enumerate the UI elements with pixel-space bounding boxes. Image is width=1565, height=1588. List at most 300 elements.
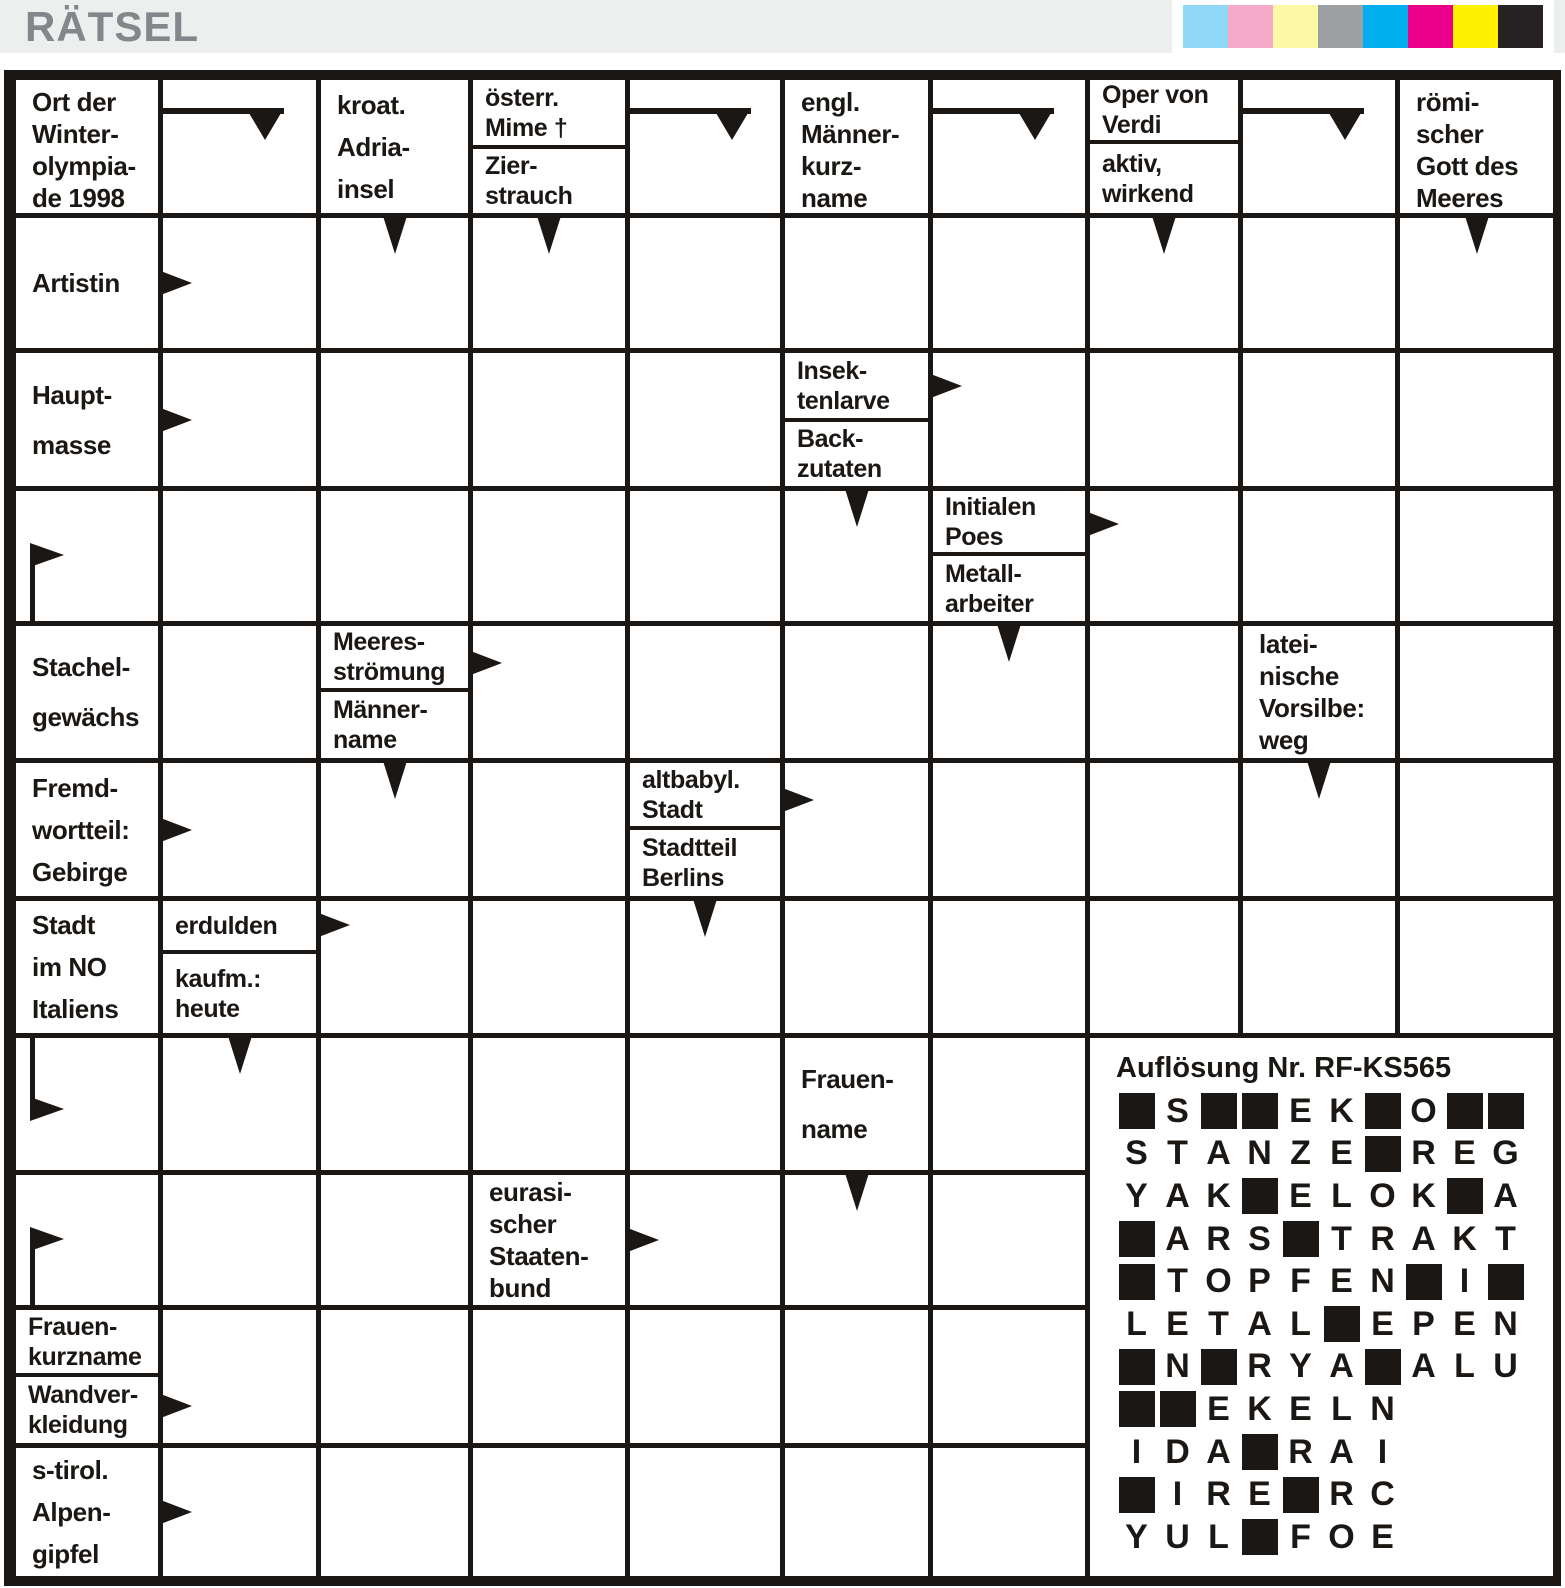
- solution-letter: F: [1290, 1517, 1311, 1556]
- answer-cell-r7c9[interactable]: [1243, 901, 1395, 1033]
- solution-letter: I: [1172, 1475, 1183, 1514]
- clue-text-line: scher: [1416, 119, 1484, 149]
- solution-row: [1116, 1346, 1526, 1389]
- down-arrow-icon: [1307, 761, 1331, 799]
- solution-letter: Y: [1125, 1517, 1148, 1556]
- elbow-down-arrow-icon: [246, 108, 284, 140]
- color-bar: [1498, 5, 1543, 48]
- split-clue-cell-r7c2: [163, 901, 316, 1033]
- clue-text-line: im NO: [32, 952, 107, 982]
- clue-text-line: Gott des: [1416, 151, 1519, 181]
- clue-text-line: Haupt-: [32, 379, 112, 410]
- answer-cell-r6c7[interactable]: [933, 763, 1085, 896]
- solution-black-square: [1280, 1473, 1321, 1516]
- clue-cell-r5c9: [1243, 626, 1395, 758]
- right-arrow-icon: [158, 270, 192, 296]
- solution-letter: T: [1208, 1304, 1229, 1343]
- clue-text-line: name: [801, 183, 868, 213]
- clue-text-line: Gebirge: [32, 856, 128, 887]
- down-arrow-icon: [1152, 216, 1176, 254]
- answer-cell-r4c9[interactable]: [1243, 491, 1395, 621]
- solution-letter: E: [1330, 1262, 1353, 1301]
- clue-text-line: kurzname: [28, 1342, 142, 1371]
- black-square: [1365, 1349, 1401, 1385]
- answer-cell-r1c9[interactable]: [1243, 80, 1395, 213]
- clue-text-line: Männer-: [333, 696, 428, 724]
- flag-arrow-icon: [30, 543, 64, 567]
- clue-text-line: strömung: [333, 658, 446, 686]
- clue-text-line: Vorsilbe:: [1259, 693, 1365, 723]
- solution-letter: L: [1208, 1517, 1229, 1556]
- black-square: [1119, 1477, 1155, 1513]
- down-arrow-icon: [997, 624, 1021, 662]
- solution-letter: R: [1288, 1432, 1313, 1471]
- down-arrow-icon: [228, 1036, 252, 1074]
- clue-text-line: weg: [1259, 725, 1309, 755]
- clue-text-line: Winter-: [32, 119, 119, 149]
- solution-letter: A: [1165, 1176, 1190, 1215]
- solution-letter: K: [1411, 1176, 1436, 1215]
- answer-cell-r8c5[interactable]: [630, 1038, 780, 1170]
- answer-cell-r11c4[interactable]: [473, 1448, 625, 1576]
- solution-black-square: [1444, 1090, 1485, 1133]
- black-square: [1119, 1093, 1155, 1129]
- black-square: [1324, 1306, 1360, 1342]
- black-square: [1119, 1264, 1155, 1300]
- solution-letter: N: [1247, 1134, 1272, 1173]
- solution-row: [1116, 1303, 1526, 1346]
- clue-text-line: zutaten: [797, 455, 882, 483]
- black-square: [1365, 1136, 1401, 1172]
- clue-text-line: Poes: [945, 522, 1004, 551]
- clue-text-line: kroat.: [337, 89, 406, 120]
- solution-letter: O: [1369, 1176, 1396, 1215]
- solution-letter: I: [1377, 1432, 1388, 1471]
- right-arrow-icon: [316, 912, 350, 938]
- clue-text-line: kurz-: [801, 151, 862, 181]
- answer-cell-r6c8[interactable]: [1090, 763, 1238, 896]
- answer-cell-r3c9[interactable]: [1243, 353, 1395, 486]
- answer-cell-r7c4[interactable]: [473, 901, 625, 1033]
- answer-cell-r2c9[interactable]: [1243, 218, 1395, 348]
- clue-bottom: [933, 556, 1085, 621]
- right-arrow-icon: [158, 407, 192, 433]
- answer-cell-r3c8[interactable]: [1090, 353, 1238, 486]
- color-bar: [1318, 5, 1363, 48]
- answer-cell-r11c5[interactable]: [630, 1448, 780, 1576]
- answer-cell-r10c4[interactable]: [473, 1310, 625, 1443]
- solution-letter: L: [1290, 1304, 1311, 1343]
- clue-text-line: Zier-: [485, 152, 538, 180]
- answer-cell-r4c4[interactable]: [473, 491, 625, 621]
- right-arrow-icon: [468, 650, 502, 676]
- solution-letter: R: [1411, 1134, 1436, 1173]
- solution-letter: F: [1290, 1262, 1311, 1301]
- clue-text-line: aktiv,: [1102, 149, 1162, 178]
- solution-black-square: [1485, 1090, 1526, 1133]
- clue-bottom: [163, 954, 316, 1033]
- solution-letter: Y: [1125, 1176, 1148, 1215]
- answer-cell-r9c2[interactable]: [163, 1175, 316, 1305]
- page-title: RÄTSEL: [25, 3, 199, 50]
- flag-arrow-icon: [30, 1097, 64, 1121]
- black-square: [1201, 1349, 1237, 1385]
- answer-cell-r4c5[interactable]: [630, 491, 780, 621]
- solution-row: [1116, 1516, 1526, 1559]
- solution-black-square: [1239, 1090, 1280, 1133]
- black-square: [1283, 1477, 1319, 1513]
- clue-text-line: Alpen-: [32, 1497, 111, 1527]
- clue-top: [785, 353, 928, 422]
- solution-letter: S: [1125, 1134, 1148, 1173]
- clue-text-line: Verdi: [1102, 111, 1162, 139]
- clue-text-line: Wandver-: [28, 1381, 138, 1409]
- clue-text-line: Insek-: [797, 356, 867, 385]
- answer-cell-r9c7[interactable]: [933, 1175, 1085, 1305]
- solution-row: [1116, 1260, 1526, 1303]
- split-clue-cell-r5c3: [321, 626, 468, 758]
- clue-text-line: scher: [489, 1209, 557, 1239]
- answer-cell-r9c3[interactable]: [321, 1175, 468, 1305]
- solution-letter: R: [1206, 1475, 1231, 1514]
- clue-text-line: Fremd-: [32, 772, 118, 803]
- solution-letter: A: [1329, 1347, 1354, 1386]
- clue-text-line: Stadt: [642, 795, 703, 824]
- clue-text-line: insel: [337, 173, 395, 204]
- solution-letter: I: [1131, 1432, 1142, 1471]
- solution-heading: Auflösung Nr. RF-KS565: [1116, 1052, 1452, 1084]
- solution-letter: T: [1167, 1262, 1188, 1301]
- answer-cell-r5c2[interactable]: [163, 626, 316, 758]
- solution-black-square: [1116, 1346, 1157, 1389]
- solution-letter: K: [1206, 1176, 1231, 1215]
- solution-letter: C: [1370, 1475, 1395, 1514]
- solution-letter: K: [1329, 1091, 1354, 1130]
- answer-cell-r6c6[interactable]: [785, 763, 928, 896]
- solution-row: [1116, 1133, 1526, 1176]
- color-bar: [1363, 5, 1408, 48]
- down-arrow-icon: [845, 489, 869, 527]
- clue-top: [473, 80, 625, 149]
- split-clue-cell-r10c1: [16, 1310, 158, 1443]
- answer-cell-r10c5[interactable]: [630, 1310, 780, 1443]
- color-bar: [1453, 5, 1498, 48]
- solution-row: [1116, 1218, 1526, 1261]
- solution-letter: E: [1453, 1304, 1476, 1343]
- right-arrow-icon: [1085, 511, 1119, 537]
- clue-text-line: österr.: [485, 83, 559, 112]
- solution-black-square: [1239, 1431, 1280, 1474]
- solution-black-square: [1198, 1346, 1239, 1389]
- solution-letter: L: [1331, 1176, 1352, 1215]
- clue-text-line: latei-: [1259, 629, 1318, 659]
- clue-text-line: Adria-: [337, 131, 410, 162]
- clue-cell-r1c1: [16, 80, 158, 213]
- clue-text-line: Artistin: [32, 268, 120, 298]
- answer-cell-r1c2[interactable]: [163, 80, 316, 213]
- black-square: [1160, 1391, 1196, 1427]
- solution-letter: R: [1329, 1475, 1354, 1514]
- solution-black-square: [1116, 1090, 1157, 1133]
- black-square: [1488, 1264, 1524, 1300]
- clue-text-line: kleidung: [28, 1411, 128, 1439]
- answer-cell-r2c6[interactable]: [785, 218, 928, 348]
- clue-text-line: Oper von: [1102, 81, 1209, 109]
- clue-bottom: [321, 692, 468, 758]
- clue-text-line: masse: [32, 429, 111, 460]
- answer-cell-r10c3[interactable]: [321, 1310, 468, 1443]
- clue-top: [933, 491, 1085, 556]
- solution-letter: R: [1247, 1347, 1272, 1386]
- clue-top: [16, 1310, 158, 1377]
- clue-text-line: name: [333, 726, 397, 754]
- answer-cell-r1c7[interactable]: [933, 80, 1085, 213]
- clue-text-line: de 1998: [32, 183, 125, 213]
- solution-black-square: [1239, 1516, 1280, 1559]
- solution-letter: K: [1247, 1389, 1272, 1428]
- solution-letter: E: [1371, 1304, 1394, 1343]
- solution-letter: D: [1165, 1432, 1190, 1471]
- clue-text-line: nische: [1259, 661, 1339, 691]
- black-square: [1119, 1391, 1155, 1427]
- solution-letter: N: [1370, 1262, 1395, 1301]
- answer-cell-r3c10[interactable]: [1400, 353, 1553, 486]
- clue-cell-r11c1: [16, 1448, 158, 1576]
- solution-row: [1116, 1175, 1526, 1218]
- clue-text-line: eurasi-: [489, 1177, 572, 1207]
- clue-text-line: Ort der: [32, 87, 116, 117]
- answer-cell-r10c6[interactable]: [785, 1310, 928, 1443]
- clue-text-line: Männer-: [801, 119, 900, 149]
- down-arrow-icon: [537, 216, 561, 254]
- solution-black-square: [1321, 1303, 1362, 1346]
- solution-letter: L: [1331, 1389, 1352, 1428]
- answer-cell-r4c10[interactable]: [1400, 491, 1553, 621]
- solution-letter: S: [1166, 1091, 1189, 1130]
- flag-arrow-line: [30, 1247, 35, 1310]
- black-square: [1242, 1178, 1278, 1214]
- clue-cell-r1c6: [785, 80, 928, 213]
- answer-cell-r2c7[interactable]: [933, 218, 1085, 348]
- clue-text-line: Frauen-: [28, 1312, 117, 1341]
- solution-letter: A: [1206, 1432, 1231, 1471]
- solution-black-square: [1157, 1388, 1198, 1431]
- solution-letter: E: [1248, 1475, 1271, 1514]
- solution-letter: L: [1126, 1304, 1147, 1343]
- clue-top: [321, 626, 468, 692]
- answer-cell-r1c5[interactable]: [630, 80, 780, 213]
- answer-cell-r3c4[interactable]: [473, 353, 625, 486]
- clue-text-line: Back-: [797, 425, 864, 453]
- solution-black-square: [1444, 1175, 1485, 1218]
- solution-letter: E: [1289, 1176, 1312, 1215]
- solution-letter: I: [1459, 1262, 1470, 1301]
- clue-cell-r9c4: [473, 1175, 625, 1305]
- solution-black-square: [1198, 1090, 1239, 1133]
- answer-cell-r7c6[interactable]: [785, 901, 928, 1033]
- answer-cell-r8c4[interactable]: [473, 1038, 625, 1170]
- clue-text-line: Staaten-: [489, 1241, 589, 1271]
- down-arrow-icon: [693, 899, 717, 937]
- solution-black-square: [1362, 1090, 1403, 1133]
- print-color-bars: [1172, 0, 1554, 53]
- answer-cell-r11c7[interactable]: [933, 1448, 1085, 1576]
- answer-cell-r5c6[interactable]: [785, 626, 928, 758]
- answer-cell-r4c3[interactable]: [321, 491, 468, 621]
- answer-cell-r5c8[interactable]: [1090, 626, 1238, 758]
- right-arrow-icon: [158, 1499, 192, 1525]
- clue-bottom: [630, 830, 780, 896]
- solution-letter: S: [1248, 1219, 1271, 1258]
- solution-letter: E: [1207, 1389, 1230, 1428]
- clue-top: [1090, 80, 1238, 144]
- solution-letter: T: [1167, 1134, 1188, 1173]
- black-square: [1447, 1178, 1483, 1214]
- down-arrow-icon: [845, 1173, 869, 1211]
- solution-black-square: [1116, 1218, 1157, 1261]
- solution-letter: U: [1165, 1517, 1190, 1556]
- solution-row: [1116, 1473, 1526, 1516]
- solution-letter: T: [1495, 1219, 1516, 1258]
- black-square: [1406, 1264, 1442, 1300]
- clue-cell-r6c1: [16, 763, 158, 896]
- right-arrow-icon: [158, 817, 192, 843]
- answer-cell-r3c5[interactable]: [630, 353, 780, 486]
- answer-cell-r11c6[interactable]: [785, 1448, 928, 1576]
- clue-text-line: gipfel: [32, 1539, 99, 1569]
- clue-bottom: [785, 422, 928, 486]
- answer-cell-r5c4[interactable]: [473, 626, 625, 758]
- clue-text-line: Metall-: [945, 559, 1022, 588]
- clue-text-line: strauch: [485, 182, 573, 210]
- solution-letter: A: [1165, 1219, 1190, 1258]
- answer-cell-r2c5[interactable]: [630, 218, 780, 348]
- crossword-grid: [4, 70, 1561, 1586]
- clue-cell-r2c1: [16, 218, 158, 348]
- clue-text-line: gewächs: [32, 702, 140, 732]
- solution-black-square: [1403, 1260, 1444, 1303]
- down-arrow-icon: [383, 216, 407, 254]
- solution-letter: R: [1370, 1219, 1395, 1258]
- answer-cell-r3c3[interactable]: [321, 353, 468, 486]
- answer-cell-r6c10[interactable]: [1400, 763, 1553, 896]
- solution-black-square: [1362, 1133, 1403, 1176]
- solution-letter: L: [1454, 1347, 1475, 1386]
- clue-text-line: engl.: [801, 87, 860, 117]
- black-square: [1488, 1093, 1524, 1129]
- elbow-down-arrow-icon: [1326, 108, 1364, 140]
- clue-text-line: Berlins: [642, 864, 724, 892]
- answer-cell-r10c7[interactable]: [933, 1310, 1085, 1443]
- answer-cell-r8c7[interactable]: [933, 1038, 1085, 1170]
- answer-cell-r7c8[interactable]: [1090, 901, 1238, 1033]
- answer-cell-r8c3[interactable]: [321, 1038, 468, 1170]
- solution-black-square: [1239, 1175, 1280, 1218]
- answer-cell-r5c10[interactable]: [1400, 626, 1553, 758]
- solution-letter: A: [1411, 1219, 1436, 1258]
- clue-text-line: römi-: [1416, 87, 1480, 117]
- solution-row: [1116, 1090, 1526, 1133]
- split-clue-cell-r1c4: [473, 80, 625, 213]
- answer-cell-r7c7[interactable]: [933, 901, 1085, 1033]
- elbow-down-arrow-icon: [1016, 108, 1054, 140]
- solution-letter: R: [1206, 1219, 1231, 1258]
- answer-cell-r11c3[interactable]: [321, 1448, 468, 1576]
- solution-letter: N: [1370, 1389, 1395, 1428]
- black-square: [1201, 1093, 1237, 1129]
- split-clue-cell-r3c6: [785, 353, 928, 486]
- flag-arrow-line: [30, 563, 35, 626]
- black-square: [1119, 1349, 1155, 1385]
- right-arrow-icon: [780, 787, 814, 813]
- clue-text-line: tenlarve: [797, 386, 890, 415]
- split-clue-cell-r6c5: [630, 763, 780, 896]
- answer-cell-r6c4[interactable]: [473, 763, 625, 896]
- solution-letter: E: [1453, 1134, 1476, 1173]
- solution-letter: A: [1206, 1134, 1231, 1173]
- solution-letter: K: [1452, 1219, 1477, 1258]
- solution-letter: P: [1412, 1304, 1435, 1343]
- answer-cell-r7c10[interactable]: [1400, 901, 1553, 1033]
- clue-text-line: altbabyl.: [642, 765, 740, 794]
- clue-text-line: s-tirol.: [32, 1455, 109, 1485]
- clue-text-line: Mime †: [485, 113, 568, 142]
- clue-text-line: Frauen-: [801, 1064, 894, 1094]
- down-arrow-icon: [1465, 216, 1489, 254]
- solution-letter: Y: [1289, 1347, 1312, 1386]
- clue-top: [163, 901, 316, 954]
- black-square: [1119, 1221, 1155, 1257]
- clue-bottom: [16, 1377, 158, 1443]
- solution-black-square: [1116, 1473, 1157, 1516]
- solution-letter: O: [1328, 1517, 1355, 1556]
- clue-top: [630, 763, 780, 830]
- solution-black-square: [1280, 1218, 1321, 1261]
- solution-black-square: [1485, 1260, 1526, 1303]
- solution-letter: A: [1329, 1432, 1354, 1471]
- clue-text-line: Italiens: [32, 994, 119, 1024]
- clue-text-line: kaufm.:: [175, 964, 262, 993]
- solution-letter: E: [1289, 1091, 1312, 1130]
- answer-cell-r10c2[interactable]: [163, 1310, 316, 1443]
- clue-text-line: olympia-: [32, 151, 136, 181]
- solution-letter: N: [1165, 1347, 1190, 1386]
- solution-row: [1116, 1388, 1526, 1431]
- right-arrow-icon: [158, 1393, 192, 1419]
- clue-text-line: Initialen: [945, 492, 1036, 521]
- clue-cell-r3c1: [16, 353, 158, 486]
- header-bar: [0, 0, 1565, 53]
- clue-cell-r8c6: [785, 1038, 928, 1170]
- solution-box: [1090, 1038, 1553, 1576]
- solution-letter: T: [1331, 1219, 1352, 1258]
- solution-letter: G: [1492, 1134, 1519, 1173]
- answer-cell-r4c2[interactable]: [163, 491, 316, 621]
- clue-text-line: name: [801, 1114, 868, 1144]
- answer-cell-r5c5[interactable]: [630, 626, 780, 758]
- black-square: [1242, 1434, 1278, 1470]
- solution-black-square: [1362, 1346, 1403, 1389]
- color-bar: [1408, 5, 1453, 48]
- solution-letter: E: [1330, 1134, 1353, 1173]
- split-clue-cell-r1c8: [1090, 80, 1238, 213]
- clue-text-line: bund: [489, 1273, 551, 1303]
- black-square: [1242, 1519, 1278, 1555]
- solution-letter: E: [1371, 1517, 1394, 1556]
- solution-letter: N: [1493, 1304, 1518, 1343]
- clue-cell-r7c1: [16, 901, 158, 1033]
- clue-cell-r1c10: [1400, 80, 1553, 213]
